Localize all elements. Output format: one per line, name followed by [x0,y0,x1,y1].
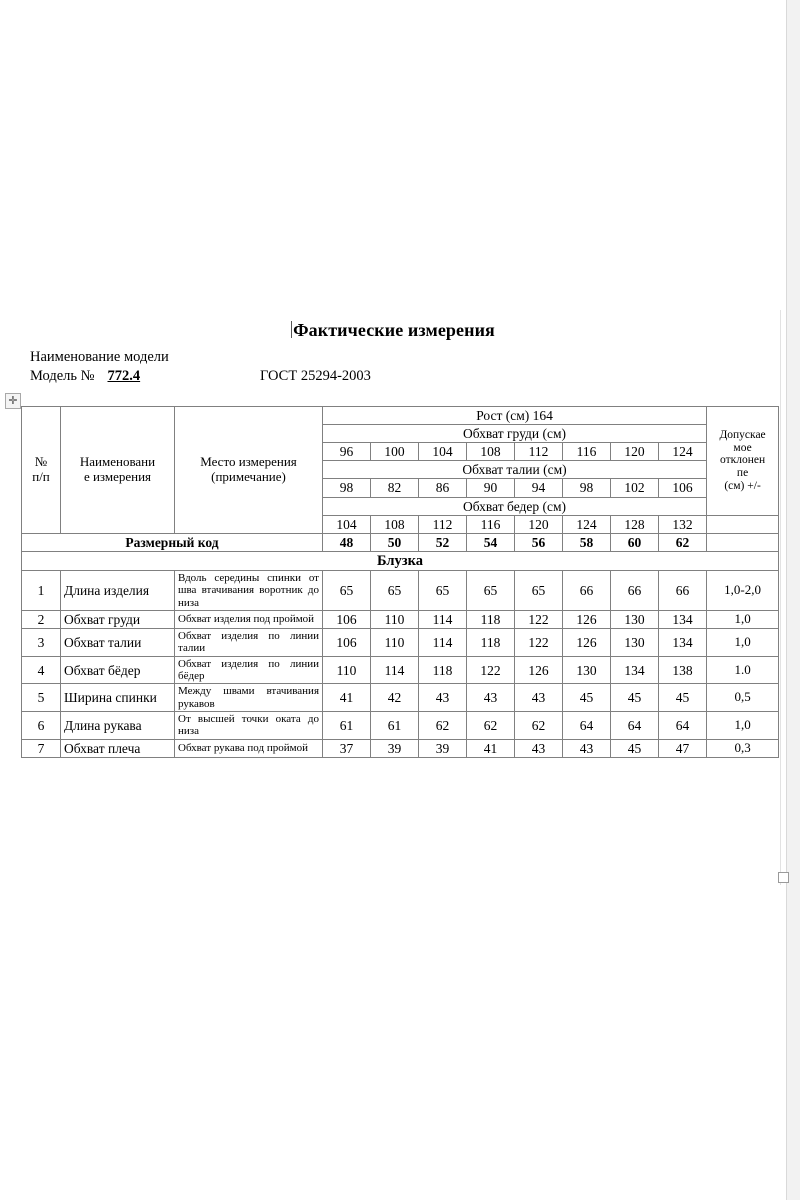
row-value: 66 [659,571,707,611]
row-value: 39 [419,739,467,757]
row-number: 2 [22,611,61,629]
table-row [22,712,779,740]
chest-value: 120 [611,443,659,461]
row-measurement-note: Обхват изделия по линии талии [175,629,323,657]
tolerance-line5: (см) +/- [724,480,761,493]
header-name-line1: Наименовани [79,454,156,470]
row-value: 45 [611,739,659,757]
row-value: 43 [515,739,563,757]
row-value: 42 [371,684,419,712]
size-code-value: 62 [659,533,707,551]
chest-value: 108 [467,443,515,461]
row-value: 43 [419,684,467,712]
chest-value: 112 [515,443,563,461]
row-value: 61 [371,712,419,740]
header-name-line2: е измерения [83,468,152,484]
header-band-height: Рост (см) 164 [323,407,707,425]
row-measurement-name: Обхват талии [61,629,175,657]
page-right-margin-strip [786,0,800,1200]
row-tolerance: 0,5 [707,684,779,712]
waist-value: 86 [419,479,467,497]
row-measurement-name: Обхват груди [61,611,175,629]
row-value: 43 [563,739,611,757]
waist-value: 90 [467,479,515,497]
chest-value: 96 [323,443,371,461]
row-value: 61 [323,712,371,740]
row-value: 65 [515,571,563,611]
header-band-hips: Обхват бедер (см) [323,497,707,515]
row-value: 47 [659,739,707,757]
row-value: 65 [419,571,467,611]
row-value: 110 [371,629,419,657]
measurements-table [21,406,779,758]
model-name-label: Наименование модели [30,349,169,365]
size-code-value: 52 [419,533,467,551]
row-value: 134 [659,611,707,629]
size-code-tolerance-empty [707,533,779,551]
page-title [0,320,786,341]
page-title-text: Фактические измерения [293,320,495,340]
table-row-size-code [22,533,779,551]
waist-value: 98 [563,479,611,497]
waist-value: 94 [515,479,563,497]
row-number: 6 [22,712,61,740]
row-number: 3 [22,629,61,657]
hips-value: 124 [563,515,611,533]
hips-value: 116 [467,515,515,533]
row-measurement-note: Обхват изделия под проймой [175,611,323,629]
row-value: 65 [323,571,371,611]
header-band-waist: Обхват талии (см) [323,461,707,479]
row-value: 110 [371,611,419,629]
row-value: 65 [371,571,419,611]
size-code-value: 48 [323,533,371,551]
table-row [22,629,779,657]
model-number-value[interactable]: 772.4 [107,368,141,384]
row-measurement-name: Обхват плеча [61,739,175,757]
tolerance-spacer-cell [707,515,779,533]
row-value: 106 [323,629,371,657]
waist-value: 98 [323,479,371,497]
chest-value: 100 [371,443,419,461]
row-number: 1 [22,571,61,611]
row-value: 130 [563,656,611,684]
row-value: 106 [323,611,371,629]
tolerance-line2: мое [733,441,752,454]
row-number: 4 [22,656,61,684]
hips-value: 104 [323,515,371,533]
size-code-value: 50 [371,533,419,551]
row-measurement-note: Вдоль середины спинки от шва втачивания воротник до низа [175,571,323,611]
row-value: 41 [323,684,371,712]
row-value: 43 [467,684,515,712]
row-value: 37 [323,739,371,757]
tolerance-line3: отклонен [720,454,766,467]
header-band-chest: Обхват груди (см) [323,425,707,443]
row-measurement-note: Обхват изделия по линии бёдер [175,656,323,684]
table-resize-handle-icon[interactable] [778,872,789,883]
model-number-label: Модель № [30,368,95,384]
row-value: 118 [419,656,467,684]
text-cursor-caret [291,321,292,338]
row-value: 122 [515,629,563,657]
header-number-line1: № [34,454,48,470]
row-value: 43 [515,684,563,712]
header-place-line1: Место измерения [200,454,297,470]
row-value: 62 [467,712,515,740]
chest-value: 116 [563,443,611,461]
model-number-row [30,367,770,386]
section-title: Блузка [22,551,779,570]
row-value: 64 [659,712,707,740]
table-row [22,684,779,712]
row-value: 114 [419,629,467,657]
header-cell-name [61,407,175,534]
row-value: 122 [515,611,563,629]
header-cell-number [22,407,61,534]
table-section-header-row [22,551,779,570]
row-tolerance: 0,3 [707,739,779,757]
row-tolerance: 1,0 [707,629,779,657]
row-value: 122 [467,656,515,684]
row-value: 118 [467,629,515,657]
header-place-line2: (примечание) [211,468,286,484]
row-tolerance: 1,0 [707,712,779,740]
waist-value: 82 [371,479,419,497]
row-measurement-name: Обхват бёдер [61,656,175,684]
row-value: 45 [563,684,611,712]
table-row [22,611,779,629]
document-meta-block [30,348,770,386]
hips-value: 108 [371,515,419,533]
hips-value: 120 [515,515,563,533]
row-value: 138 [659,656,707,684]
row-value: 66 [563,571,611,611]
row-value: 62 [419,712,467,740]
row-measurement-note: От высшей точки оката до низа [175,712,323,740]
row-value: 64 [563,712,611,740]
chest-value: 104 [419,443,467,461]
hips-value: 128 [611,515,659,533]
row-value: 118 [467,611,515,629]
model-name-row [30,348,770,367]
row-value: 45 [659,684,707,712]
row-value: 45 [611,684,659,712]
row-number: 5 [22,684,61,712]
hips-value: 132 [659,515,707,533]
table-row [22,656,779,684]
row-value: 64 [611,712,659,740]
row-value: 114 [371,656,419,684]
header-cell-place [175,407,323,534]
row-value: 110 [323,656,371,684]
row-tolerance: 1,0 [707,611,779,629]
tolerance-line1: Допускае [719,428,766,441]
row-value: 66 [611,571,659,611]
row-number: 7 [22,739,61,757]
row-value: 41 [467,739,515,757]
hips-value: 112 [419,515,467,533]
row-value: 134 [611,656,659,684]
row-value: 134 [659,629,707,657]
row-tolerance: 1.0 [707,656,779,684]
waist-value: 106 [659,479,707,497]
row-measurement-note: Между швами втачивания рукавов [175,684,323,712]
row-value: 62 [515,712,563,740]
header-number-line2: п/п [32,468,50,484]
waist-value: 102 [611,479,659,497]
row-value: 39 [371,739,419,757]
size-code-value: 58 [563,533,611,551]
row-value: 114 [419,611,467,629]
size-code-value: 56 [515,533,563,551]
row-value: 126 [563,629,611,657]
tolerance-line4: пе [736,467,749,480]
row-measurement-name: Длина изделия [61,571,175,611]
row-tolerance: 1,0-2,0 [707,571,779,611]
table-header-row-height [22,407,779,425]
row-value: 130 [611,629,659,657]
size-code-value: 54 [467,533,515,551]
table-row [22,571,779,611]
table-row [22,739,779,757]
header-cell-tolerance [707,407,779,516]
size-code-label: Размерный код [22,533,323,551]
table-move-handle-icon[interactable]: ✛ [5,393,21,409]
row-value: 126 [563,611,611,629]
row-value: 130 [611,611,659,629]
row-measurement-name: Длина рукава [61,712,175,740]
row-measurement-note: Обхват рукава под проймой [175,739,323,757]
row-measurement-name: Ширина спинки [61,684,175,712]
chest-value: 124 [659,443,707,461]
row-value: 65 [467,571,515,611]
gost-standard-text: ГОСТ 25294-2003 [260,368,371,384]
size-code-value: 60 [611,533,659,551]
row-value: 126 [515,656,563,684]
